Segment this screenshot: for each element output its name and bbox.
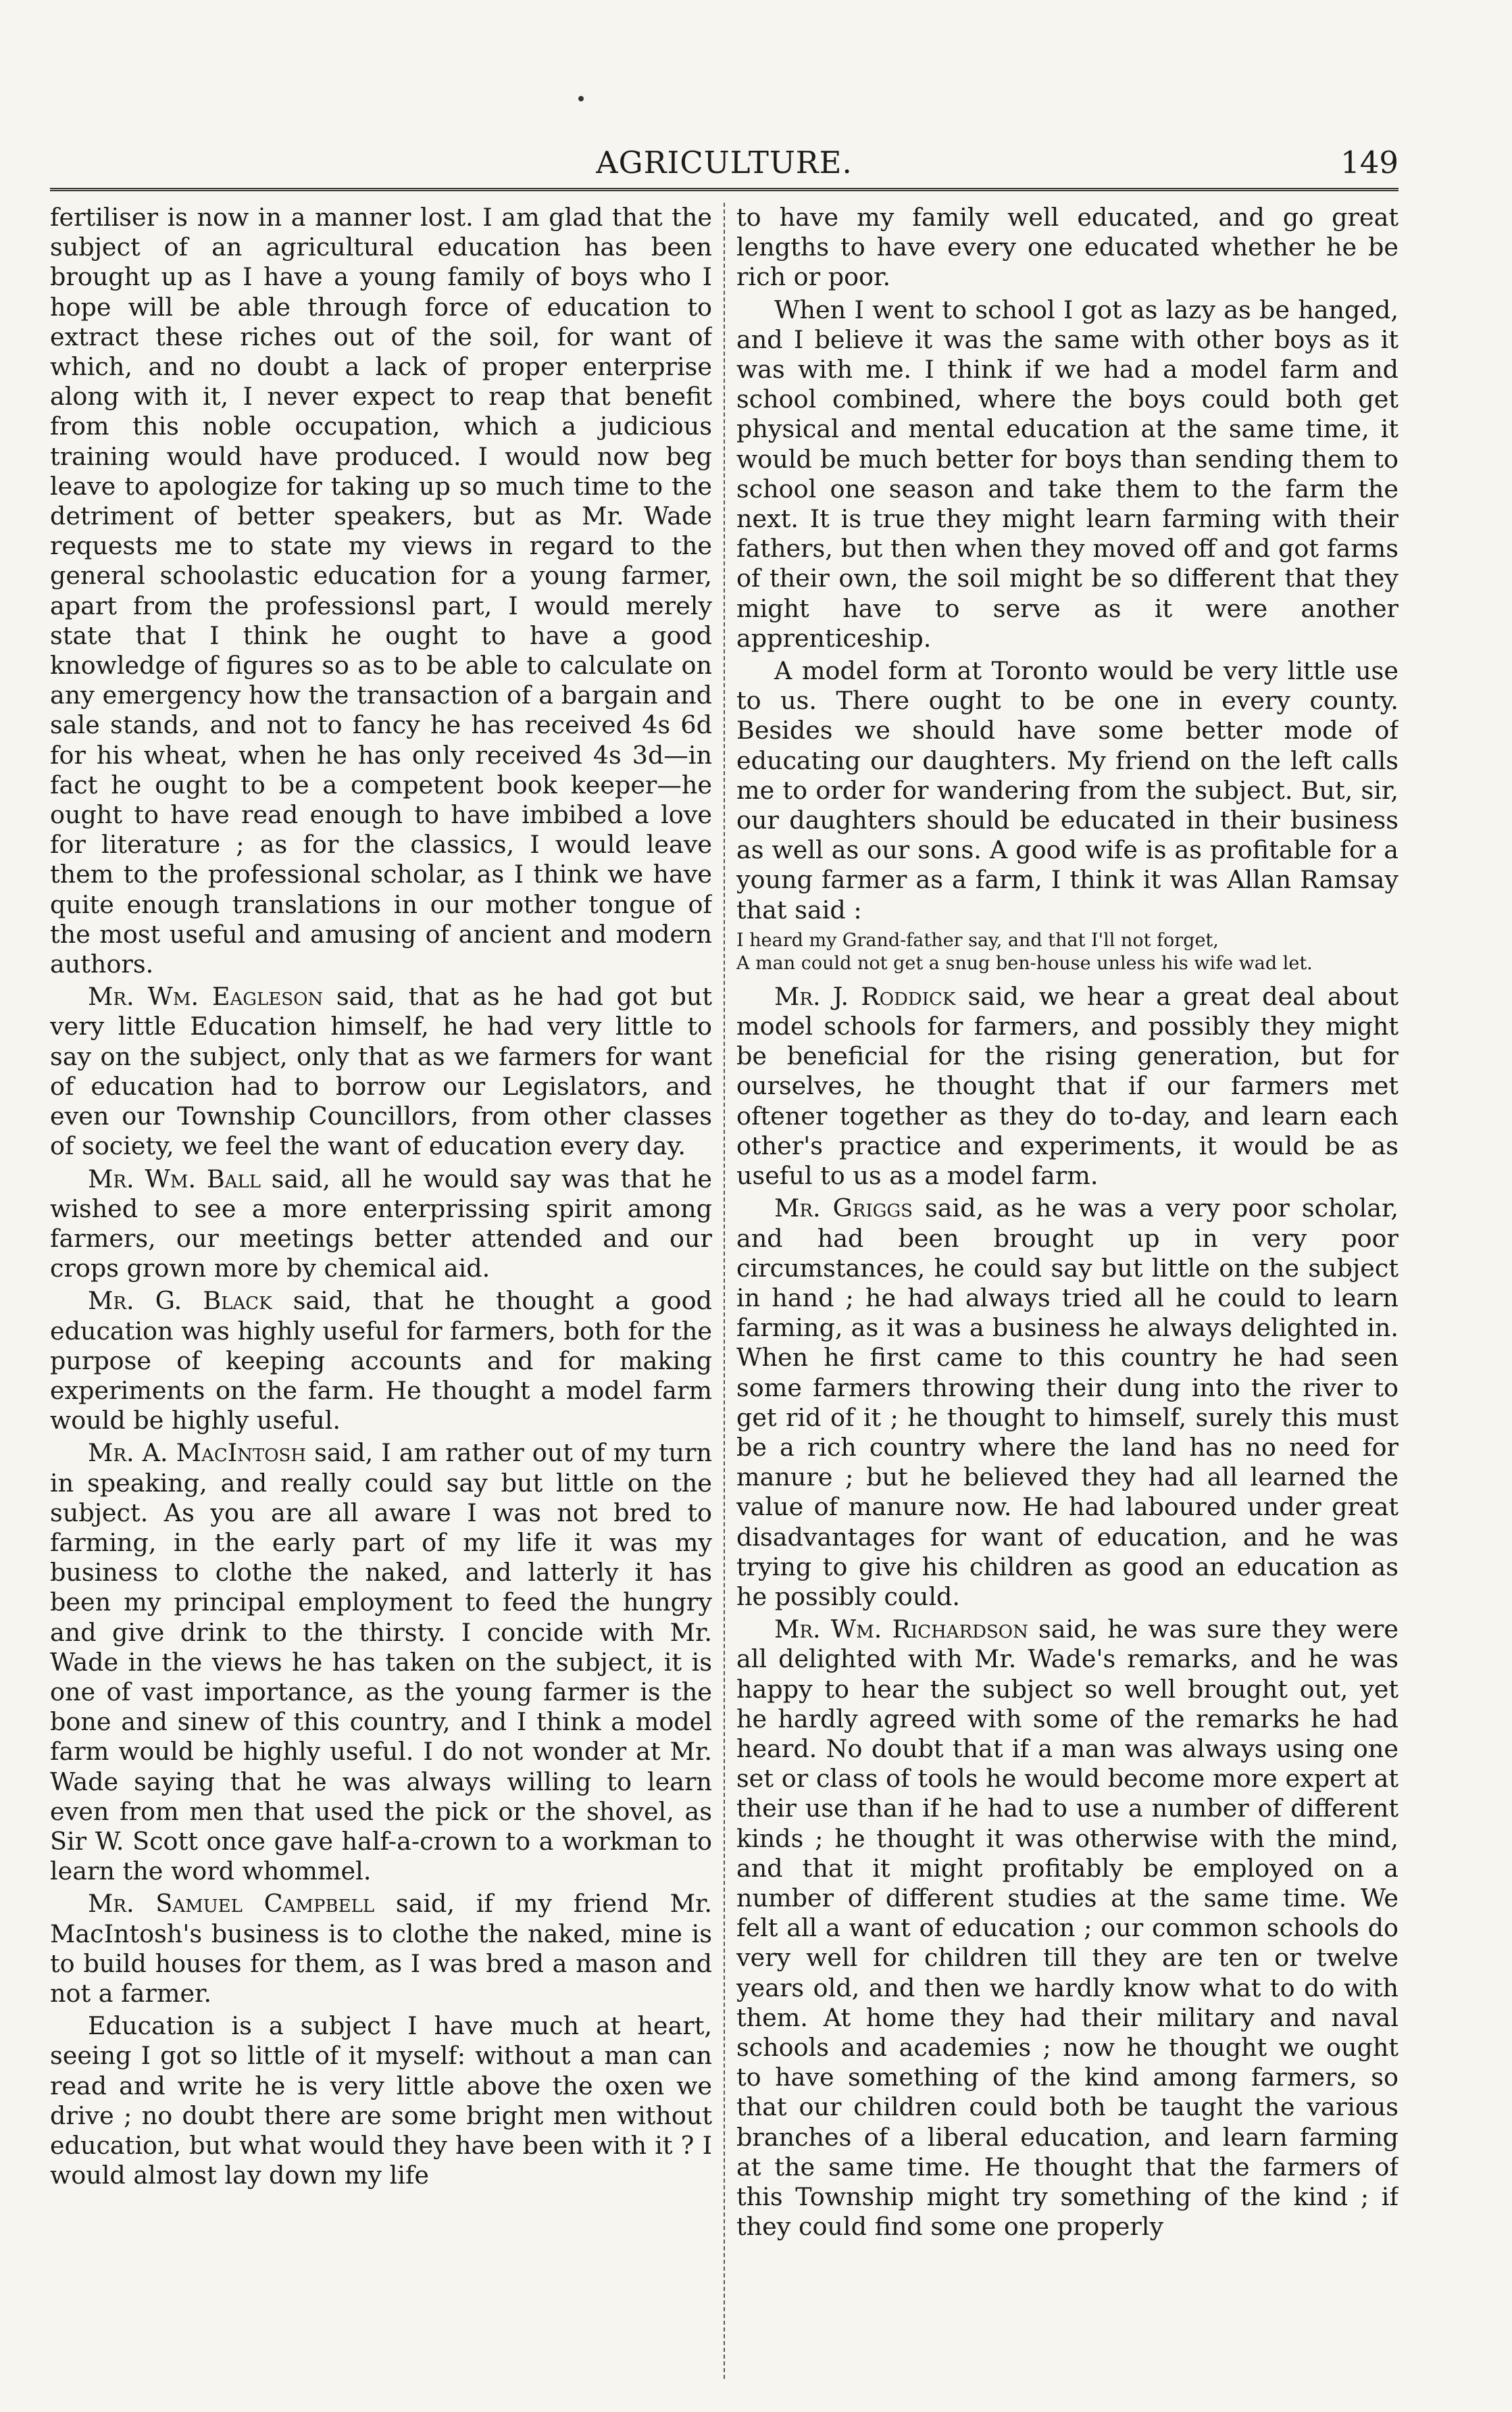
speech-text: said, we hear a great deal about model schools for farmers, and possibly they might be beneficial for the rising generation, but for ourselves, he thought that if our farmers met oftener together as they do to-day, and learn each other's practice and experiments, it would be as useful to us as a model farm. [736,981,1398,1191]
paragraph [50,982,712,1161]
speech-text: said, that as he had got but very little Education himself, he had very little to say on the subject, only that as we farmers for want of education had to borrow our Legislators, and even our Township Councillors, from other classes of society, we feel the want of education every day. [50,982,712,1161]
paragraph [50,1286,712,1435]
speech-text: said, if my friend Mr. MacIntosh's business is to clothe the naked, mine is to build houses for them, as I was bred a mason and not a farmer. [50,1889,712,2008]
header-rule [50,188,1398,191]
speech-text: said, he was sure they were all delighted with Mr. Wade's remarks, and he was happy to hear the subject so well brought out, yet he hardly agreed with some of the remarks he had heard. No doubt that if a man was always using one set or class of tools he would become more expert at their use than if he had to use a number of different kinds ; he thought it was otherwise with the mind, and that it might profitably be employed on a number of different studies at the same time. We felt all a want of education ; our common schools do very well for children till they are ten or twelve years old, and then we hardly know what to do with them. At home they had their military and naval schools and academies ; now he thought we ought to have something of the kind among farmers, so that our children could both be taught the various branches of a liberal education, and learn farming at the same time. He thought that the farmers of this Township might try something of the kind ; if they could find some one properly [736,1615,1398,2242]
paragraph [736,982,1398,1191]
speaker-name: Mr. J. Roddick [774,981,956,1011]
paragraph: Education is a subject I have much at heart, seeing I got so little of it myself: without a man can read and write he is very little above the oxen we drive ; no doubt there are some bright men without education, but what would they have been with it ? I would almost lay down my life [50,2011,712,2190]
verse-line: I heard my Grand-father say, and that I'll not forget, [736,929,1219,951]
running-header [50,145,1398,185]
speaker-name: Mr. Griggs [774,1193,913,1223]
page-number: 149 [1340,145,1398,180]
verse-quote [736,929,1398,975]
paragraph: A model form at Toronto would be very little use to us. There ought to be one in every county. Besides we should have some better mode of educating our daughters. My friend on the left calls me to order for wandering from the subject. But, sir, our daughters should be educated in their business as well as our sons. A good wife is as profitable for a young farmer as a farm, I think it was Allan Ramsay that said : [736,656,1398,925]
speech-text: said, I am rather out of my turn in speaking, and really could say but little on the subject. As you are all aware I was not bred to farming, in the early part of my life it was my business to clothe the naked, and latterly it has been my principal employment to feed the hungry and give drink to the thirsty. I concide with Mr. Wade in the views he has taken on the subject, it is one of vast importance, as the young farmer is the bone and sinew of this country, and I think a model farm would be highly useful. I do not wonder at Mr. Wade saying that he was always willing to learn even from men that used the pick or the shovel, as Sir W. Scott once gave half-a-crown to a workman to learn the word whommel. [50,1438,712,1886]
paragraph [50,1438,712,1886]
speaker-name: Mr. Wm. Eagleson [88,982,324,1012]
speaker-name: Mr. G. Black [88,1286,272,1316]
speaker-name: Mr. Samuel Campbell [88,1889,375,1919]
speaker-name: Mr. Wm. Ball [88,1164,261,1193]
verse-line: A man could not get a snug ben-house unless his wife wad let. [736,952,1313,974]
speaker-name: Mr. A. MacIntosh [88,1438,307,1468]
paragraph [50,1164,712,1284]
speech-text: said, as he was a very poor scholar, and had been brought up in very poor circumstances, he could say but little on the subject in hand ; he had always tried all he could to learn farming, as it was a business he always delighted in. When he first came to this country he had seen some farmers throwing their dung into the river to get rid of it ; he thought to himself, surely this must be a rich country where the land has no need for manure ; but he believed they had all learned the value of manure now. He had laboured under great disadvantages for want of education, and he was trying to give his children as good an education as he possibly could. [736,1193,1398,1611]
paragraph: fertiliser is now in a manner lost. I am glad that the subject of an agricultural education has been brought up as I have a young family of boys who I hope will be able through force of education to extract these riches out of the soil, for want of which, and no doubt a lack of proper enterprise along with it, I never expect to reap that benefit from this noble occupation, which a judicious training would have produced. I would now beg leave to apologize for taking up so much time to the detriment of better speakers, but as Mr. Wade requests me to state my views in regard to the general schoolastic education for a young farmer, apart from the professionsl part, I would merely state that I think he ought to have a good knowledge of figures so as to be able to calculate on any emergency how the transaction of a bargain and sale stands, and not to fancy he has received 4s 6d for his wheat, when he has only received 4s 3d—in fact he ought to be a competent book keeper—he ought to have read enough to have imbibed a love for literature ; as for the classics, I would leave them to the professional scholar, as I think we have quite enough translations in our mother tongue of the most useful and amusing of ancient and modern authors. [50,203,712,979]
printer-dot [578,96,584,101]
paragraph [736,1615,1398,2242]
section-title: AGRICULTURE. [596,145,853,180]
left-column [50,203,712,2379]
right-column [736,203,1398,2379]
paragraph [50,1889,712,2009]
column-divider [724,203,725,2379]
paragraph [736,1193,1398,1612]
speech-text: said, all he would say was that he wished to see a more enterprissing spirit among farmers, our meetings better attended and our crops grown more by chemical aid. [50,1164,712,1283]
paragraph: to have my family well educated, and go great lengths to have every one educated whether he be rich or poor. [736,203,1398,292]
speech-text: said, that he thought a good education was highly useful for farmers, both for the purpose of keeping accounts and for making experiments on the farm. He thought a model farm would be highly useful. [50,1286,712,1435]
paragraph: When I went to school I got as lazy as be hanged, and I believe it was the same with other boys as it was with me. I think if we had a model farm and school combined, where the boys could both get physical and mental education at the same time, it would be much better for boys than sending them to school one season and take them to the farm the next. It is true they might learn farming with their fathers, but then when they moved off and got farms of their own, the soil might be so different that they might have to serve as it were another apprenticeship. [736,295,1398,653]
speaker-name: Mr. Wm. Richardson [774,1615,1028,1644]
